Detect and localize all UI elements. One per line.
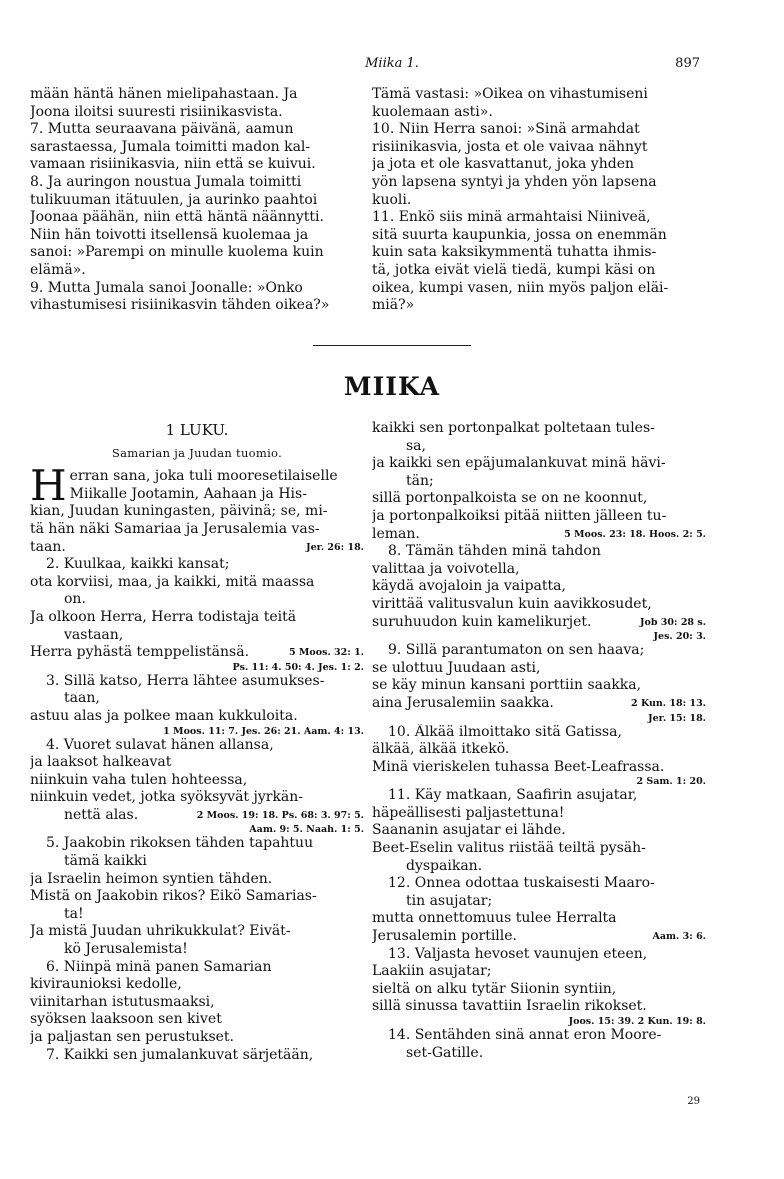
verse-line xyxy=(30,871,364,889)
cross-reference: Ps. 11: 4. 50: 4. Jes. 1: 2. xyxy=(232,661,364,673)
verse-line xyxy=(372,928,706,946)
intro-line: taan. xyxy=(30,538,66,555)
verse-line xyxy=(30,591,364,609)
text-line: 10. Niin Herra sanoi: »Sinä armahdat xyxy=(372,121,640,138)
verse-line xyxy=(372,946,706,964)
verse-text: 8. Tämän tähden minä tahdon xyxy=(388,543,601,560)
text-line: 11. Enkö siis minä armahtaisi Niiniveä, xyxy=(372,209,651,226)
verse-line xyxy=(372,741,706,759)
footer-signature: 29 xyxy=(687,1096,700,1107)
verse-text: 5. Jaakobin rikoksen tähden tapahtuu xyxy=(46,835,314,852)
verse-line xyxy=(372,724,706,742)
verse-text: 9. Sillä parantumaton on sen haava; xyxy=(388,642,645,659)
verse-line xyxy=(372,695,706,713)
book-title: MIIKA xyxy=(343,372,441,401)
verse-line xyxy=(30,754,364,772)
verse-line xyxy=(372,1027,706,1045)
verse-line xyxy=(30,941,364,959)
verse-line xyxy=(372,543,706,561)
text-line: vamaan risiinikasvia, niin että se kuivui. xyxy=(30,156,316,173)
verse-text: se ulottuu Juudaan asti, xyxy=(372,659,541,676)
verse-line xyxy=(372,660,706,678)
verse-text: ja laaksot halkeavat xyxy=(30,754,172,771)
verse-text: tämä kaikki xyxy=(64,853,147,870)
verse-text: dyspaikan. xyxy=(406,857,483,874)
verse-line xyxy=(30,976,364,994)
verse-text: se käy minun kansani porttiin saakka, xyxy=(372,677,642,694)
verse-text: ja paljastan sen perustukset. xyxy=(30,1029,234,1045)
verse-line xyxy=(30,609,364,627)
verse-text: 14. Sentähden sinä annat eron Moore- xyxy=(388,1027,662,1043)
text-line: oikea, kumpi vasen, niin myös paljon eläi- xyxy=(372,279,669,296)
text-line: kuin sata kaksikymmentä tuhatta ihmis- xyxy=(372,244,657,261)
text-line: elämä». xyxy=(30,261,86,278)
verse-line xyxy=(372,981,706,999)
page-number: 897 xyxy=(675,56,700,71)
text-line: kuoli. xyxy=(372,191,412,208)
verse-line xyxy=(372,759,706,777)
verse-line xyxy=(372,822,706,840)
left-verses xyxy=(30,556,364,1064)
verse-text: ja portonpalkoiksi pitää niitten jälleen tu- xyxy=(372,507,667,524)
verse-text: Minä vieriskelen tuhassa Beet-Leafrassa. xyxy=(372,758,665,775)
intro-line: erran sana, joka tuli mooresetilaiselle xyxy=(69,468,338,485)
verse-text: set-Gatille. xyxy=(406,1044,484,1061)
chapter-subtitle: Samarian ja Juudan tuomio. xyxy=(111,445,283,460)
verse-line xyxy=(372,614,706,632)
verse-line xyxy=(372,963,706,981)
text-line: 9. Mutta Jumala sanoi Joonalle: »Onko xyxy=(30,279,303,296)
verse-line xyxy=(30,574,364,592)
cross-reference: 2 Moos. 19: 18. Ps. 68: 3. 97: 5. xyxy=(196,809,364,821)
verse-text: sillä sinussa tavattiin Israelin rikokset. xyxy=(372,998,647,1015)
text-line: 7. Mutta seuraavana päivänä, aamun xyxy=(30,121,294,138)
text-line: kuolemaan asti». xyxy=(372,103,493,120)
verse-text: Beet-Eselin valitus riistää teiltä pysäh- xyxy=(372,840,646,857)
verse-text: ota korviisi, maa, ja kaikki, mitä maassa xyxy=(30,573,315,590)
verse-text: ta! xyxy=(64,905,84,922)
verse-text: sieltä on alku tytär Siionin syntiin, xyxy=(372,980,617,997)
verse-line xyxy=(372,561,706,579)
verse-text: häpeällisesti paljastettuna! xyxy=(372,804,565,821)
verse-text: niinkuin vaha tulen hohteessa, xyxy=(30,771,248,788)
text-line: miä?» xyxy=(372,297,415,314)
verse-line xyxy=(372,596,706,614)
verse-line xyxy=(30,888,364,906)
verse-text: virittää valitusvalun kuin aavikkosudet, xyxy=(372,595,652,612)
verse-text: mutta onnettomuus tulee Herralta xyxy=(372,910,617,927)
verse-text: kiviraunioksi kedolle, xyxy=(30,976,182,993)
text-line: Niin hän toivotti itsellensä kuolemaa ja xyxy=(30,226,309,243)
verse-text: 11. Käy matkaan, Saafirin asujatar, xyxy=(388,787,638,804)
text-line: sarastaessa, Jumala toimitti madon kal- xyxy=(30,138,311,155)
verse-line xyxy=(30,556,364,574)
verse-text: käydä avojaloin ja vaipatta, xyxy=(372,578,566,595)
cross-reference: 5 Moos. 32: 1. xyxy=(288,647,364,659)
verse-line xyxy=(372,490,706,508)
verse-text: 4. Vuoret sulavat hänen allansa, xyxy=(46,736,274,753)
verse-line xyxy=(30,1011,364,1029)
verse-text: taan, xyxy=(64,690,100,707)
verse-line xyxy=(30,853,364,871)
verse-line xyxy=(372,642,706,660)
verse-line xyxy=(30,737,364,755)
verse-text: 2. Kuulkaa, kaikki kansat; xyxy=(46,556,230,573)
text-line: yön lapsena syntyi ja yhden yön lapsena xyxy=(372,173,657,190)
verse-text: Herra pyhästä temppelistänsä. xyxy=(30,644,250,661)
verse-line xyxy=(372,1045,706,1063)
verse-line xyxy=(30,1029,364,1047)
text-line: sitä suurta kaupunkia, jossa on enemmän xyxy=(372,226,667,243)
verse-text: viinitarhan istutusmaaksi, xyxy=(30,993,215,1010)
intro-paragraph xyxy=(30,461,364,556)
verse-line xyxy=(372,578,706,596)
cross-reference: 5 Moos. 23: 18. Hoos. 2: 5. xyxy=(564,528,706,540)
verse-text: suruhuudon kuin kamelikurjet. xyxy=(372,613,592,630)
verse-text: Saananin asujatar ei lähde. xyxy=(372,822,566,839)
text-line: tulikuuman itätuulen, ja aurinko paahtoi xyxy=(30,191,318,208)
text-line: Tämä vastasi: »Oikea on vihastumiseni xyxy=(372,86,648,102)
verse-text: Jerusalemin portille. xyxy=(372,928,517,945)
verse-text: 10. Älkää ilmoittako sitä Gatissa, xyxy=(388,723,622,740)
text-line: 8. Ja auringon noustua Jumala toimitti xyxy=(30,173,302,190)
verse-line xyxy=(30,789,364,807)
verse-line xyxy=(30,673,364,691)
text-line: vihastumisesi risiinikasvin tähden oikea?» xyxy=(30,297,330,314)
intro-line: Miikalle Jootamin, Aahaan ja His- xyxy=(69,485,307,502)
verse-text: syöksen laaksoon sen kivet xyxy=(30,1011,222,1028)
verse-line xyxy=(30,644,364,662)
drop-cap: H xyxy=(30,461,67,511)
chapter-heading: 1 LUKU. xyxy=(165,421,229,439)
cross-reference: Aam. 9: 5. Naah. 1: 5. xyxy=(249,824,364,836)
intro-line: tä hän näki Samariaa ja Jerusalemia vas- xyxy=(30,520,320,537)
verse-line xyxy=(30,994,364,1012)
text-line: Joonaa päähän, niin että häntä näännytti. xyxy=(30,209,324,226)
verse-line xyxy=(30,772,364,790)
section-divider xyxy=(313,345,471,346)
text-line: tä, jotka eivät vielä tiedä, kumpi käsi on xyxy=(372,261,656,278)
intro-last-line xyxy=(30,539,364,557)
verse-line xyxy=(30,690,364,708)
cross-reference: Jer. 26: 18. xyxy=(306,541,364,553)
cross-reference: Jer. 15: 18. xyxy=(648,712,706,724)
verse-line xyxy=(30,835,364,853)
verse-text: vastaan, xyxy=(64,626,124,643)
verse-line xyxy=(372,910,706,928)
verse-text: kaikki sen portonpalkat poltetaan tules- xyxy=(372,420,655,436)
verse-line xyxy=(30,906,364,924)
verse-text: 7. Kaikki sen jumalankuvat särjetään, xyxy=(46,1046,314,1063)
verse-line xyxy=(372,455,706,473)
verse-text: tän; xyxy=(406,472,434,489)
verse-line xyxy=(372,787,706,805)
verse-line xyxy=(30,959,364,977)
verse-line xyxy=(30,708,364,726)
verse-text: Laakiin asujatar; xyxy=(372,963,492,980)
verse-text: kö Jerusalemista! xyxy=(64,941,188,958)
verse-text: ja kaikki sen epäjumalankuvat minä hävi- xyxy=(372,455,666,472)
cross-reference: Job 30: 28 s. xyxy=(640,616,706,628)
verse-line xyxy=(372,998,706,1016)
verse-line xyxy=(372,893,706,911)
verse-line xyxy=(372,840,706,858)
verse-text: 3. Sillä katso, Herra lähtee asumukses- xyxy=(46,672,325,689)
chapter-right-column xyxy=(372,420,706,1062)
verse-text: ja Israelin heimon syntien tähden. xyxy=(30,870,273,887)
running-title: Miika 1. xyxy=(365,56,419,71)
verse-text: Mistä on Jaakobin rikos? Eikö Samarias- xyxy=(30,888,317,905)
intro-line: kian, Juudan kuningasten, päivinä; se, mi- xyxy=(30,503,328,520)
verse-line xyxy=(30,627,364,645)
verse-line xyxy=(30,807,364,825)
text-line: mään häntä hänen mielipahastaan. Ja xyxy=(30,86,298,102)
top-right-column xyxy=(372,86,706,315)
verse-line xyxy=(372,805,706,823)
cross-reference: 2 Sam. 1: 20. xyxy=(636,776,706,788)
verse-text: Ja mistä Juudan uhrikukkulat? Eivät- xyxy=(30,923,291,940)
text-line: risiinikasvia, josta et ole vaivaa nähnyt xyxy=(372,138,648,155)
verse-text: 6. Niinpä minä panen Samarian xyxy=(46,958,272,975)
verse-text: Ja olkoon Herra, Herra todistaja teitä xyxy=(30,608,297,625)
verse-text: leman. xyxy=(372,525,420,542)
cross-reference: Aam. 3: 6. xyxy=(652,931,706,943)
chapter-left-column xyxy=(30,420,364,1064)
verse-line xyxy=(372,473,706,491)
top-left-column xyxy=(30,86,364,315)
verse-line xyxy=(30,1047,364,1065)
cross-reference: 1 Moos. 11: 7. Jes. 26: 21. Aam. 4: 13. xyxy=(163,725,364,737)
verse-text: astuu alas ja polkee maan kukkuloita. xyxy=(30,707,298,724)
verse-line xyxy=(30,923,364,941)
text-line: ja jota et ole kasvattanut, joka yhden xyxy=(372,156,635,173)
verse-text: 12. Onnea odottaa tuskaisesti Maaro- xyxy=(388,875,655,892)
text-line: sanoi: »Parempi on minulle kuolema kuin xyxy=(30,244,324,261)
verse-line xyxy=(372,438,706,456)
cross-reference: Jes. 20: 3. xyxy=(653,631,706,643)
verse-text: 13. Valjasta hevoset vaunujen eteen, xyxy=(388,945,648,962)
verse-text: aina Jerusalemiin saakka. xyxy=(372,694,554,711)
cross-reference: Joos. 15: 39. 2 Kun. 19: 8. xyxy=(568,1016,706,1027)
verse-text: niinkuin vedet, jotka syöksyvät jyrkän- xyxy=(30,789,304,806)
verse-line xyxy=(372,420,706,438)
verse-line xyxy=(372,875,706,893)
verse-line xyxy=(372,858,706,876)
verse-text: on. xyxy=(64,591,86,608)
verse-line xyxy=(372,508,706,526)
verse-text: nettä alas. xyxy=(64,806,139,823)
verse-text: valittaa ja voivotella, xyxy=(372,560,520,577)
cross-reference: 2 Kun. 18: 13. xyxy=(631,697,706,709)
verse-text: sa, xyxy=(406,437,426,454)
verse-text: sillä portonpalkoista se on ne koonnut, xyxy=(372,490,648,507)
verse-text: älkää, älkää itkekö. xyxy=(372,741,510,758)
verse-line xyxy=(372,526,706,544)
verse-line xyxy=(372,677,706,695)
text-line: Joona iloitsi suuresti risiinikasvista. xyxy=(30,103,283,120)
verse-text: tin asujatar; xyxy=(406,892,493,909)
